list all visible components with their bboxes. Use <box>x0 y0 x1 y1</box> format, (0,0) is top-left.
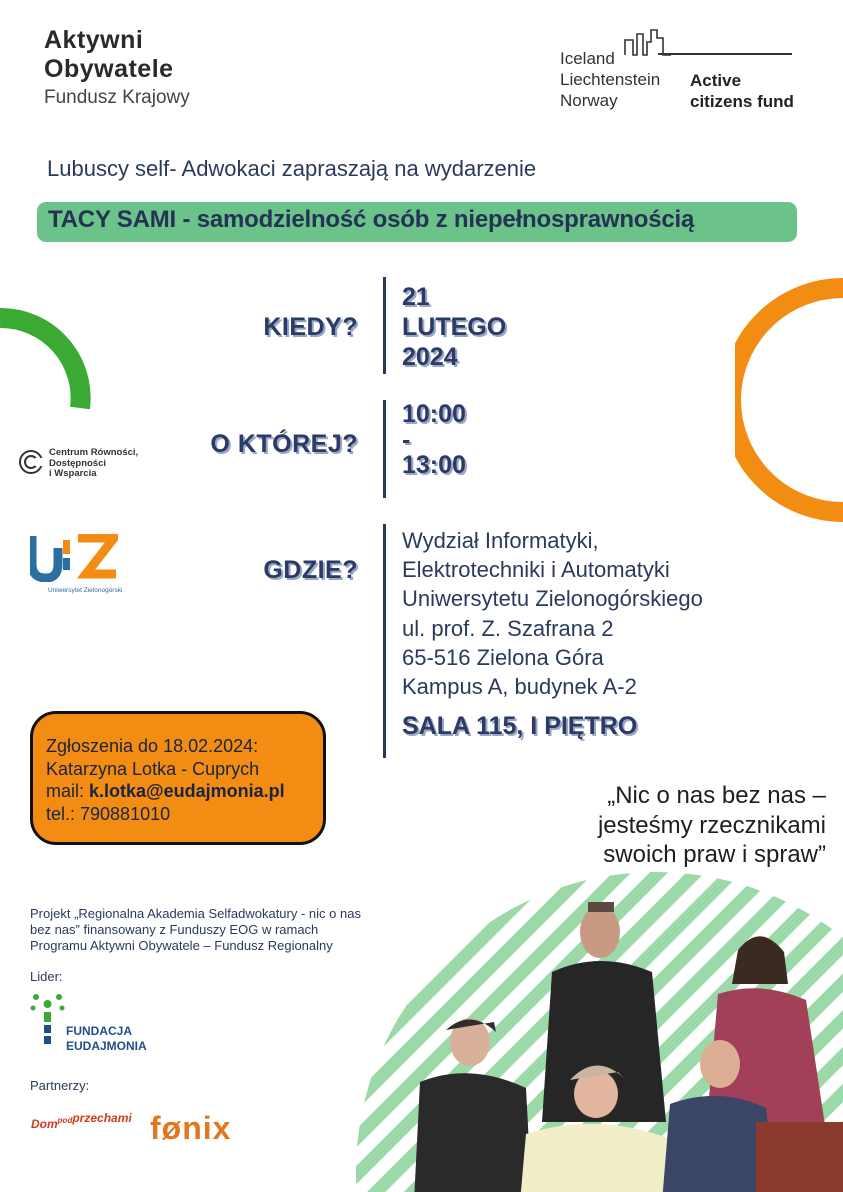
contact-email[interactable]: k.lotka@eudajmonia.pl <box>89 781 285 801</box>
address-line: Uniwersytetu Zielonogórskiego <box>402 586 703 612</box>
event-time <box>402 402 466 479</box>
date-year: 2024 <box>402 343 458 371</box>
project-line: Projekt „Regionalna Akademia Selfadwokatury - nic o nas <box>30 906 361 921</box>
aktywni-obywatele-logo <box>44 26 174 84</box>
donor-countries <box>560 48 660 111</box>
quote-line: swoich praw i spraw” <box>603 841 826 868</box>
crd-line: Dostępności <box>49 457 107 469</box>
address-line: Elektrotechniki i Automatyki <box>402 557 670 583</box>
crd-line: i Wsparcia <box>49 468 97 479</box>
acf-line-2: citizens fund <box>690 92 794 111</box>
divider <box>658 53 792 55</box>
active-citizens-fund-name <box>690 70 794 112</box>
event-address <box>402 526 703 701</box>
quote-line: jesteśmy rzecznikami <box>597 811 826 839</box>
partner-pod-text: pod <box>57 1116 73 1125</box>
project-line: bez nas” finansowany z Funduszy EOG w ramach <box>30 922 319 937</box>
partner-przechami-text: przechami <box>72 1111 132 1125</box>
uz-caption: Uniwersytet Zielonogórski <box>48 587 123 594</box>
green-arc-decoration <box>0 300 92 412</box>
partner-dom-text: Dom <box>31 1117 58 1131</box>
time-dash: - <box>402 425 411 454</box>
event-date <box>402 282 506 372</box>
date-day: 21 <box>402 283 430 311</box>
time-label: O KTÓREJ? <box>210 430 358 458</box>
room-info: SALA 115, I PIĘTRO <box>402 712 638 740</box>
when-label: KIEDY? <box>263 313 358 341</box>
project-line: Programu Aktywni Obywatele – Fundusz Regionalny <box>30 938 333 953</box>
country: Norway <box>560 91 618 110</box>
country: Liechtenstein <box>560 70 661 89</box>
uz-logo <box>30 534 118 582</box>
time-end: 13:00 <box>402 451 466 479</box>
separator-line <box>383 400 386 498</box>
crd-logo-text <box>49 448 138 480</box>
separator-line <box>383 524 386 758</box>
logo-subtitle: Fundusz Krajowy <box>44 87 190 108</box>
group-photo <box>356 872 843 1192</box>
contact-phone-row <box>46 803 285 826</box>
contact-person: Katarzyna Lotka - Cuprych <box>46 758 260 779</box>
quote-line: „Nic o nas bez nas – <box>607 782 826 809</box>
address-line: Kampus A, budynek A-2 <box>402 674 637 700</box>
contact-email-row <box>46 780 285 803</box>
event-title: TACY SAMI - samodzielność osób z niepełnosprawnością <box>48 206 695 233</box>
intro-text: Lubuscy self- Adwokaci zapraszają na wydarzenie <box>47 156 537 181</box>
address-line: ul. prof. Z. Szafrana 2 <box>402 615 614 641</box>
leader-name <box>66 1024 147 1054</box>
logo-line-2: Obywatele <box>44 55 174 83</box>
registration-deadline: Zgłoszenia do 18.02.2024: <box>46 736 259 756</box>
date-month: LUTEGO <box>402 313 507 341</box>
country: Iceland <box>560 49 615 68</box>
separator-line <box>383 277 386 374</box>
project-info <box>30 906 361 954</box>
partners-label: Partnerzy: <box>30 1078 90 1093</box>
where-label: GDZIE? <box>263 556 358 584</box>
orange-arc-decoration <box>735 270 843 530</box>
crd-logo-icon <box>17 448 45 476</box>
partner-dom-logo <box>31 1111 132 1131</box>
contact-phone[interactable]: 790881010 <box>80 803 171 824</box>
address-line: 65-516 Zielona Góra <box>402 644 604 670</box>
tel-label: tel.: <box>46 803 81 824</box>
time-start: 10:00 <box>402 400 466 428</box>
mail-label: mail: <box>46 781 90 801</box>
tree-icon <box>30 992 66 1052</box>
motto-quote <box>470 781 826 870</box>
leader-line: EUDAJMONIA <box>66 1039 147 1053</box>
registration-info <box>46 735 285 825</box>
crd-line: Centrum Równości, <box>49 447 139 458</box>
leader-label: Lider: <box>30 969 63 984</box>
partner-fonix-logo: fønix <box>150 1110 232 1146</box>
acf-line-1: Active <box>690 71 742 90</box>
leader-line: FUNDACJA <box>66 1024 132 1038</box>
logo-line-1: Aktywni <box>44 26 144 54</box>
address-line: Wydział Informatyki, <box>402 528 599 553</box>
